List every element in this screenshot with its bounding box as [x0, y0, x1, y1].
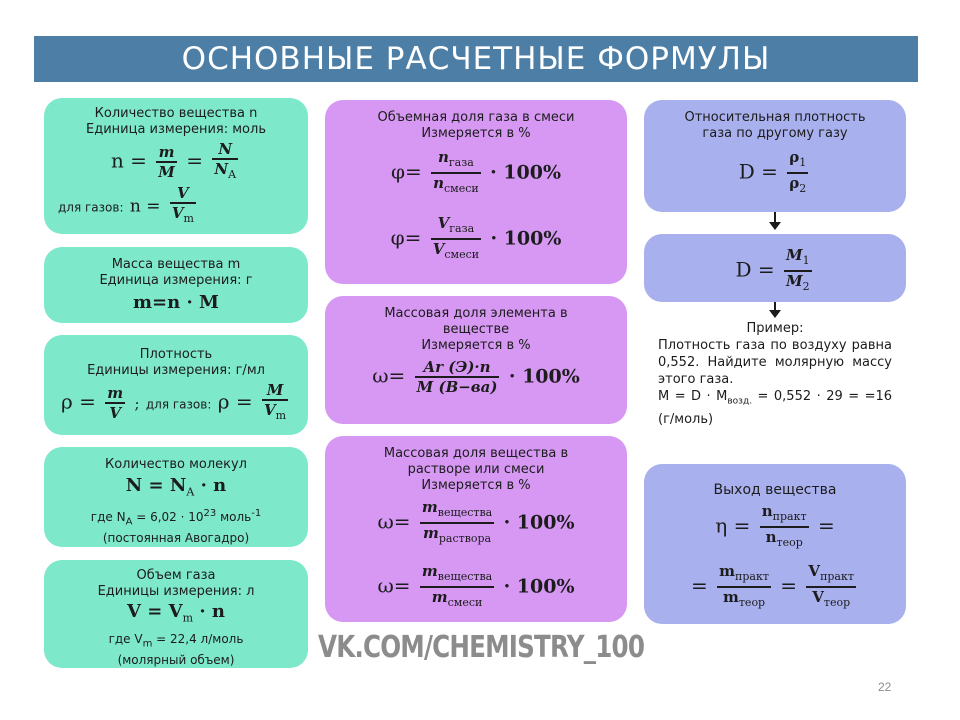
card-gas-volume — [44, 560, 308, 668]
density-heading: Плотность — [139, 347, 213, 362]
amount-formula — [44, 140, 308, 184]
gas-label: для газов: — [58, 200, 124, 215]
element-fraction-heading-2: веществе — [442, 322, 510, 337]
mass-unit: Единица измерения: г — [99, 273, 253, 288]
molar-volume-note: где $V_m = 22,4$ л/моль — [108, 631, 244, 649]
molecules-formula: $N = N_A \cdot n$ — [125, 475, 227, 499]
yield-formula-n: η = $n_{практ}$ $n_{теор}$ = — [715, 502, 835, 549]
card-relative-density-molar — [644, 234, 906, 302]
avogadro-note: где $N_A = 6,02 \cdot 10^{23}$ моль$^{-1}$ — [90, 507, 262, 527]
relative-density-formula: D = $\frac{\rho_1}{\rho_2}$ — [738, 148, 807, 195]
example-text: Плотность газа по воздуху равна 0,552. Найдите молярную массу этого газа. — [658, 338, 892, 387]
volume-formula: $V = V_m \cdot n$ — [127, 601, 225, 625]
gas-lhs: n = — [129, 196, 161, 217]
amount-unit: Единица измерения: моль — [86, 122, 266, 137]
yield-formula-m-v: = $m_{практ}$ $m_{теор}$ = $V_{практ}$ $V_{теор}$ — [691, 562, 854, 609]
element-fraction-unit: Измеряется в % — [421, 338, 531, 353]
volume-fraction-heading: Объемная доля газа в смеси — [377, 110, 575, 125]
element-fraction-formula: ω= Ar (Э)·n M (В−ва) · 100% — [372, 358, 580, 396]
fraction-V-over-Vm: $\frac{V}{V_m}$ — [171, 184, 194, 225]
volume-heading: Объем газа — [136, 568, 216, 583]
mass-heading: Масса вещества m — [111, 257, 241, 272]
separator: ; — [134, 394, 140, 413]
card-density — [44, 335, 308, 435]
watermark: VK.COM/CHEMISTRY_100 — [318, 630, 645, 665]
relative-density-molar-formula: D = $\frac{M_1}{M_2}$ — [735, 246, 810, 293]
card-mass-fraction — [325, 436, 627, 622]
density-gas-lhs: ρ = — [217, 389, 253, 414]
fraction-N-over-NA: $\frac{N}{N_A}$ — [214, 140, 237, 181]
density-formula — [44, 381, 308, 425]
relative-density-heading: Относительная плотность — [684, 110, 866, 125]
mass-fraction-mixture-formula: ω= $m_{вещества}$ $m_{смеси}$ · 100% — [377, 562, 575, 609]
mass-fraction-unit: Измеряется в % — [421, 478, 531, 493]
mass-fraction-solution-formula: ω= $m_{вещества}$ $m_{раствора}$ · 100% — [377, 498, 575, 545]
card-volume-fraction — [325, 100, 627, 284]
fraction-m-over-V: $\frac{m}{V}$ — [107, 384, 124, 422]
molar-volume-caption: (молярный объем) — [117, 652, 235, 667]
example-heading: Пример: — [746, 321, 804, 336]
density-gas-label: для газов: — [145, 397, 212, 412]
arrow-down-icon — [769, 310, 781, 318]
mass-formula: m=n · M — [133, 292, 219, 313]
page-number: 22 — [878, 680, 892, 694]
volume-fraction-unit: Измеряется в % — [421, 126, 531, 141]
mass-fraction-heading-2: растворе или смеси — [407, 462, 545, 477]
amount-gas-formula — [44, 184, 308, 228]
example-calculation: $M = D \cdot M_{возд.} = 0,552 \cdot 29 = =16$ (г/моль) — [658, 389, 893, 427]
card-yield — [644, 464, 906, 624]
molecules-heading: Количество молекул — [104, 457, 247, 472]
element-fraction-heading: Массовая доля элемента в — [384, 306, 568, 321]
card-relative-density — [644, 100, 906, 212]
density-lhs: ρ = — [60, 389, 96, 414]
slide-title: ОСНОВНЫЕ РАСЧЕТНЫЕ ФОРМУЛЫ — [34, 36, 918, 82]
card-element-fraction — [325, 296, 627, 424]
example-block — [658, 320, 892, 428]
volume-fraction-formula-n: φ= $n_{газа}$ $n_{смеси}$ · 100% — [390, 148, 562, 195]
density-unit: Единицы измерения: г/мл — [87, 363, 265, 378]
card-molecules — [44, 447, 308, 547]
relative-density-heading-2: газа по другому газу — [702, 126, 848, 141]
yield-heading: Выход вещества — [713, 482, 837, 498]
fraction-M-over-Vm: $\frac{M}{V_m}$ — [263, 381, 287, 422]
avogadro-caption: (постоянная Авогадро) — [102, 530, 250, 545]
volume-fraction-formula-v: φ= $V_{газа}$ $V_{смеси}$ · 100% — [390, 214, 562, 261]
fraction-m-over-M: $\frac{m}{M}$ — [158, 143, 175, 181]
card-mass — [44, 247, 308, 323]
amount-heading: Количество вещества n — [94, 106, 258, 121]
equals-sign: = — [186, 148, 204, 173]
arrow-down-icon — [769, 222, 781, 230]
card-amount-of-substance — [44, 98, 308, 234]
volume-unit: Единицы измерения: л — [97, 584, 255, 599]
amount-lhs: n = — [110, 148, 147, 173]
mass-fraction-heading: Массовая доля вещества в — [383, 446, 569, 461]
